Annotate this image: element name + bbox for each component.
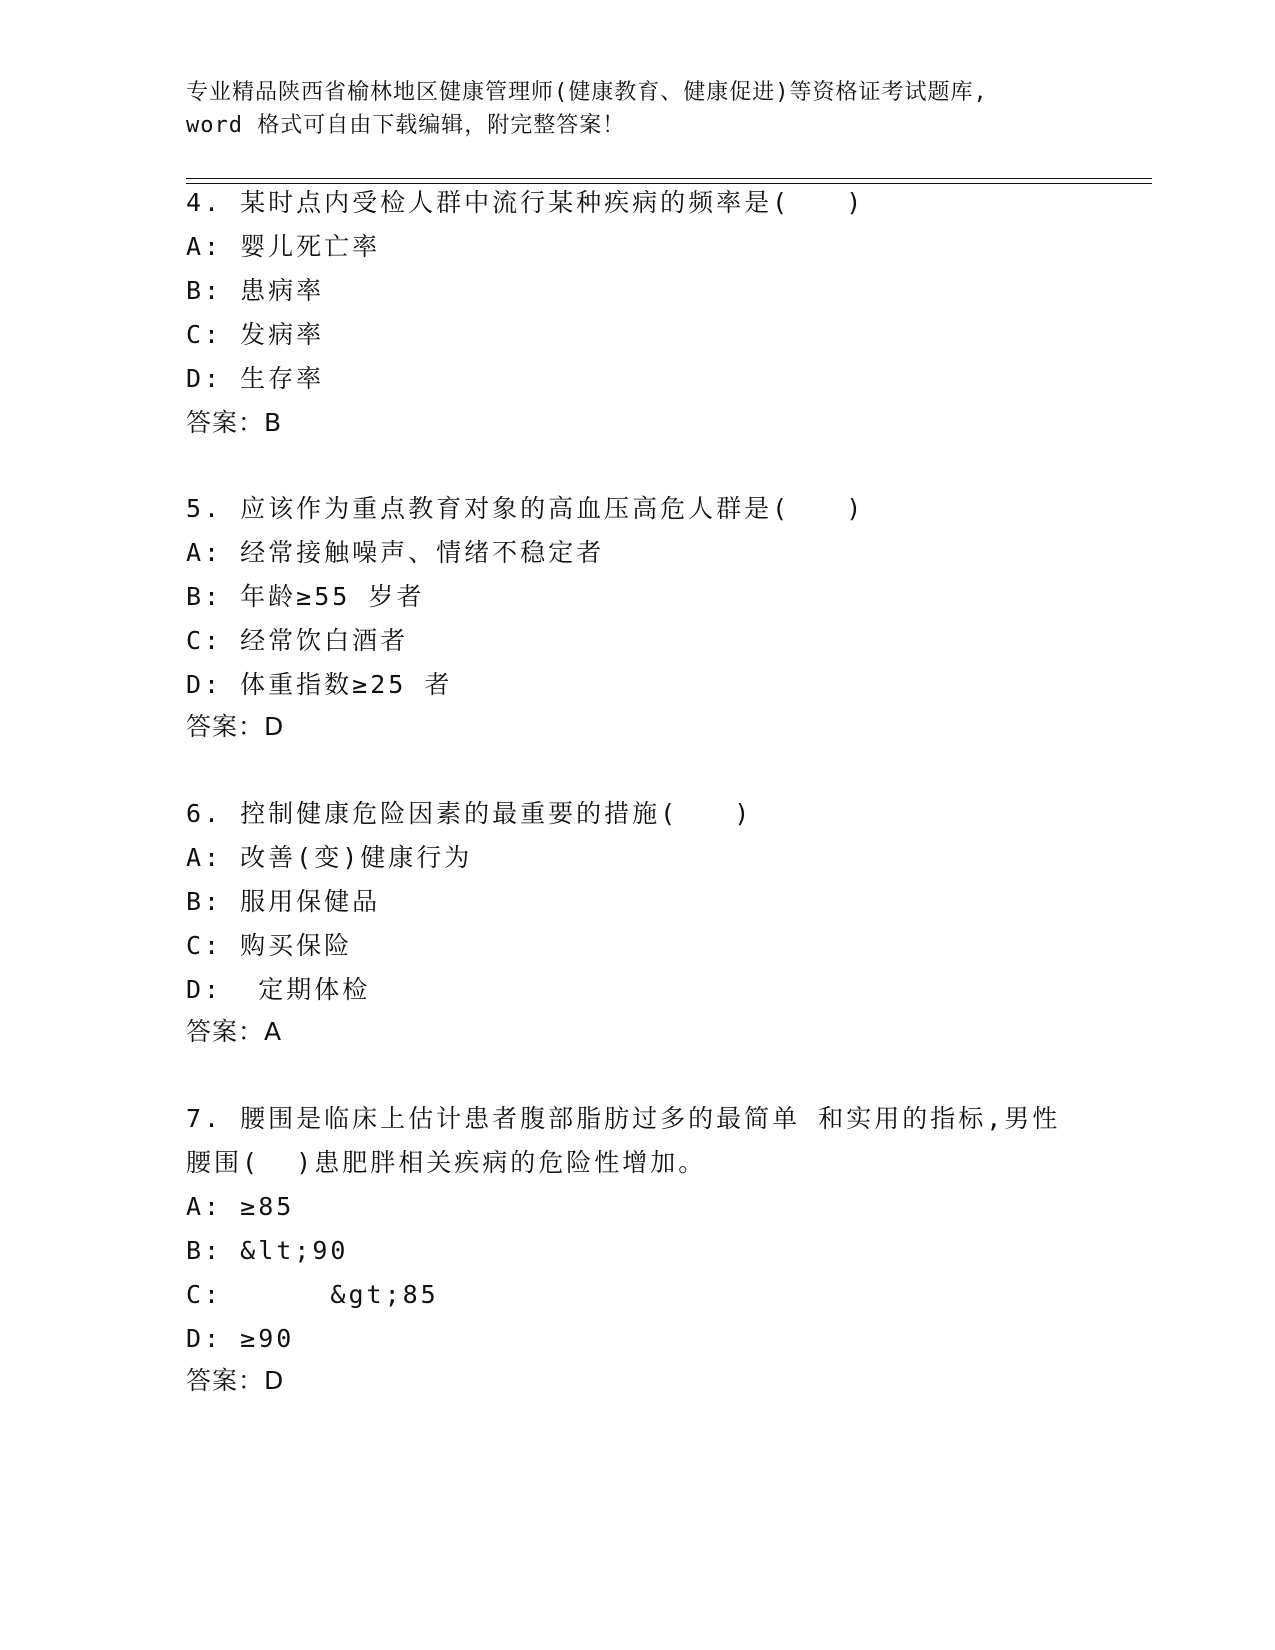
question-7-stem: 7. 腰围是临床上估计患者腹部脂肪过多的最简单 和实用的指标,男性 (186, 1104, 1061, 1133)
header-divider-bottom (186, 183, 1152, 184)
question-7-option-a: A: ≥85 (186, 1192, 295, 1221)
question-7-stem-continued: 腰围( )患肥胖相关疾病的危险性增加。 (186, 1148, 707, 1177)
document-header (186, 76, 1086, 142)
question-7-option-c: C: &gt;85 (186, 1280, 439, 1309)
question-5-stem: 5. 应该作为重点教育对象的高血压高危人群是( ) (186, 494, 865, 523)
header-line-1: 专业精品陕西省榆林地区健康管理师(健康教育、健康促进)等资格证考试题库, (186, 80, 988, 105)
question-4-option-d: D: 生存率 (186, 364, 325, 393)
question-6-option-d: D: 定期体检 (186, 975, 371, 1004)
question-5-option-c: C: 经常饮白酒者 (186, 626, 409, 655)
question-6-answer: 答案：A (186, 1017, 283, 1046)
question-5-answer: 答案：D (186, 712, 285, 741)
question-4-option-a: A: 婴儿死亡率 (186, 232, 381, 261)
question-4-option-c: C: 发病率 (186, 320, 325, 349)
header-divider-top (186, 178, 1152, 179)
question-7-option-b: B: &lt;90 (186, 1236, 349, 1265)
question-4-answer: 答案：B (186, 408, 283, 437)
question-7-answer: 答案：D (186, 1366, 285, 1395)
question-5-option-a: A: 经常接触噪声、情绪不稳定者 (186, 538, 605, 567)
question-7-option-d: D: ≥90 (186, 1324, 295, 1353)
question-6-option-c: C: 购买保险 (186, 931, 353, 960)
header-line-2: word 格式可自由下载编辑，附完整答案！ (186, 113, 626, 138)
question-4-stem: 4. 某时点内受检人群中流行某种疾病的频率是( ) (186, 188, 865, 217)
question-6-option-b: B: 服用保健品 (186, 887, 381, 916)
question-6-option-a: A: 改善(变)健康行为 (186, 843, 473, 872)
question-5-option-b: B: 年龄≥55 岁者 (186, 582, 425, 611)
question-5-option-d: D: 体重指数≥25 者 (186, 670, 453, 699)
question-4-option-b: B: 患病率 (186, 276, 325, 305)
question-6-stem: 6. 控制健康危险因素的最重要的措施( ) (186, 799, 753, 828)
